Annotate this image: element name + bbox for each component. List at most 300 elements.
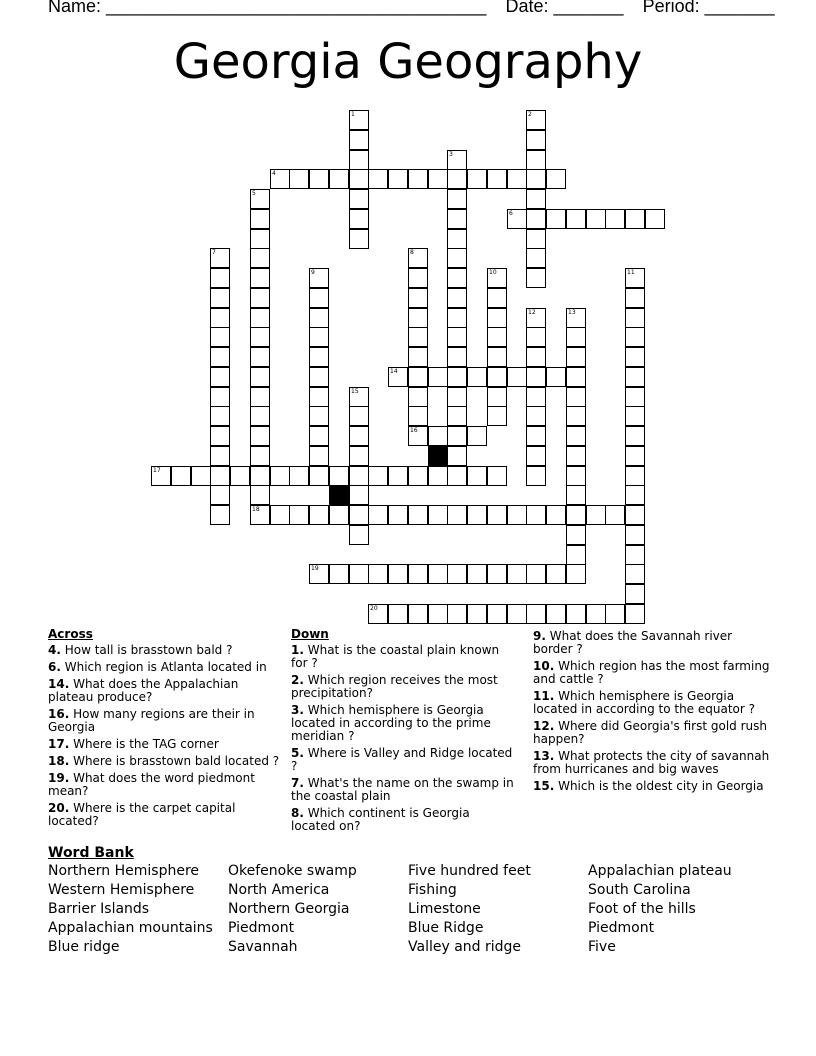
grid-cell[interactable] xyxy=(171,466,191,486)
grid-cell[interactable] xyxy=(349,525,369,545)
word-bank-item: Five hundred feet xyxy=(408,863,531,879)
grid-cell[interactable] xyxy=(210,406,230,426)
grid-cell[interactable] xyxy=(349,110,369,130)
grid-cell[interactable] xyxy=(349,426,369,446)
grid-cell[interactable] xyxy=(388,367,408,387)
grid-cell[interactable] xyxy=(625,209,645,229)
grid-cell[interactable] xyxy=(408,564,428,584)
clue-number-label: 1 xyxy=(351,111,355,118)
grid-cell[interactable] xyxy=(250,367,270,387)
grid-cell[interactable] xyxy=(566,347,586,367)
clue-number-label: 4 xyxy=(272,170,276,177)
grid-cell[interactable] xyxy=(250,209,270,229)
grid-cell[interactable] xyxy=(447,604,467,624)
grid-cell[interactable] xyxy=(408,169,428,189)
grid-cell[interactable] xyxy=(526,248,546,268)
grid-cell[interactable] xyxy=(586,209,606,229)
grid-cell[interactable] xyxy=(487,387,507,407)
grid-cell[interactable] xyxy=(368,169,388,189)
grid-cell[interactable] xyxy=(447,268,467,288)
clue-text: What's the name on the swamp in the coastal plain xyxy=(291,776,514,803)
grid-cell[interactable] xyxy=(250,446,270,466)
grid-cell[interactable] xyxy=(507,505,527,525)
grid-cell[interactable] xyxy=(210,308,230,328)
grid-cell[interactable] xyxy=(388,169,408,189)
clue-number: 4. xyxy=(48,643,61,657)
word-bank-item: Piedmont xyxy=(588,920,655,936)
clue-number: 19. xyxy=(48,771,70,785)
grid-cell[interactable] xyxy=(447,347,467,367)
grid-cell[interactable] xyxy=(487,466,507,486)
clue-1 xyxy=(291,644,516,670)
grid-cell[interactable] xyxy=(625,545,645,565)
grid-cell[interactable] xyxy=(250,268,270,288)
grid-cell[interactable] xyxy=(447,150,467,170)
grid-cell[interactable] xyxy=(289,169,309,189)
grid-cell[interactable] xyxy=(526,189,546,209)
clue-number: 3. xyxy=(291,703,304,717)
grid-cell[interactable] xyxy=(487,347,507,367)
clue-number-label: 14 xyxy=(390,368,398,375)
grid-cell[interactable] xyxy=(447,505,467,525)
grid-cell[interactable] xyxy=(349,387,369,407)
grid-cell[interactable] xyxy=(447,327,467,347)
word-bank-column xyxy=(408,863,588,958)
clue-15 xyxy=(533,780,773,793)
grid-cell[interactable] xyxy=(487,406,507,426)
grid-cell[interactable] xyxy=(566,604,586,624)
word-bank-item: Fishing xyxy=(408,882,457,898)
grid-cell[interactable] xyxy=(467,426,487,446)
grid-cell[interactable] xyxy=(210,466,230,486)
grid-cell[interactable] xyxy=(526,505,546,525)
word-bank-column xyxy=(228,863,408,958)
grid-cell[interactable] xyxy=(388,564,408,584)
grid-cell[interactable] xyxy=(526,466,546,486)
clue-6 xyxy=(48,661,280,674)
grid-cell[interactable] xyxy=(507,169,527,189)
grid-cell[interactable] xyxy=(270,466,290,486)
clue-number-label: 9 xyxy=(311,269,315,276)
clue-text: What is the coastal plain known for ? xyxy=(291,643,500,670)
grid-cell[interactable] xyxy=(625,525,645,545)
clue-text: Which hemisphere is Georgia located in according to the equator ? xyxy=(533,689,755,716)
grid-cell[interactable] xyxy=(487,308,507,328)
grid-cell[interactable] xyxy=(625,584,645,604)
grid-cell[interactable] xyxy=(447,367,467,387)
grid-cell[interactable] xyxy=(151,466,171,486)
grid-cell[interactable] xyxy=(447,229,467,249)
clue-number: 5. xyxy=(291,746,304,760)
grid-cell[interactable] xyxy=(309,387,329,407)
clue-number: 11. xyxy=(533,689,555,703)
grid-cell[interactable] xyxy=(625,308,645,328)
clue-number: 10. xyxy=(533,659,555,673)
grid-cell[interactable] xyxy=(487,604,507,624)
grid-cell[interactable] xyxy=(467,604,487,624)
word-bank-column xyxy=(588,863,768,958)
grid-cell[interactable] xyxy=(447,209,467,229)
grid-cell[interactable] xyxy=(625,387,645,407)
grid-cell[interactable] xyxy=(625,564,645,584)
grid-cell[interactable] xyxy=(309,327,329,347)
word-bank-item: North America xyxy=(228,882,330,898)
grid-cell[interactable] xyxy=(526,169,546,189)
grid-cell[interactable] xyxy=(467,466,487,486)
clue-number-label: 7 xyxy=(212,249,216,256)
grid-cell[interactable] xyxy=(526,446,546,466)
grid-cell[interactable] xyxy=(408,387,428,407)
clue-number: 2. xyxy=(291,673,304,687)
grid-cell[interactable] xyxy=(428,505,448,525)
word-bank-item: Western Hemisphere xyxy=(48,882,195,898)
grid-cell[interactable] xyxy=(210,426,230,446)
clue-4 xyxy=(48,644,280,657)
grid-cell[interactable] xyxy=(250,466,270,486)
grid-cell[interactable] xyxy=(329,169,349,189)
grid-cell[interactable] xyxy=(566,545,586,565)
clue-text: Where is brasstown bald located ? xyxy=(69,754,280,768)
grid-cell[interactable] xyxy=(447,308,467,328)
grid-cell[interactable] xyxy=(526,327,546,347)
grid-cell[interactable] xyxy=(566,505,586,525)
word-bank-item: Five xyxy=(588,939,616,955)
clue-text: How many regions are their in Georgia xyxy=(48,707,255,734)
grid-cell[interactable] xyxy=(408,426,428,446)
grid-cell[interactable] xyxy=(309,268,329,288)
grid-cell[interactable] xyxy=(487,169,507,189)
clue-3 xyxy=(291,704,516,743)
grid-cell[interactable] xyxy=(349,169,369,189)
grid-cell[interactable] xyxy=(408,248,428,268)
grid-cell[interactable] xyxy=(230,466,250,486)
grid-cell[interactable] xyxy=(309,466,329,486)
grid-cell[interactable] xyxy=(526,387,546,407)
across-heading: Across xyxy=(48,627,93,641)
grid-cell[interactable] xyxy=(487,327,507,347)
grid-cell[interactable] xyxy=(546,169,566,189)
clue-text: Which hemisphere is Georgia located in according to the prime meridian ? xyxy=(291,703,491,743)
grid-cell[interactable] xyxy=(349,485,369,505)
grid-cell[interactable] xyxy=(428,564,448,584)
grid-cell[interactable] xyxy=(309,169,329,189)
grid-cell[interactable] xyxy=(487,268,507,288)
grid-cell[interactable] xyxy=(566,387,586,407)
word-bank-item: Appalachian mountains xyxy=(48,920,213,936)
grid-cell[interactable] xyxy=(507,604,527,624)
grid-cell[interactable] xyxy=(467,367,487,387)
grid-cell[interactable] xyxy=(447,169,467,189)
grid-cell[interactable] xyxy=(210,288,230,308)
grid-cell[interactable] xyxy=(210,367,230,387)
grid-cell[interactable] xyxy=(309,426,329,446)
grid-cell[interactable] xyxy=(447,288,467,308)
grid-cell[interactable] xyxy=(191,466,211,486)
grid-cell[interactable] xyxy=(625,466,645,486)
word-bank-item: Appalachian plateau xyxy=(588,863,732,879)
clue-text: Where is the TAG corner xyxy=(69,737,219,751)
grid-cell[interactable] xyxy=(447,248,467,268)
grid-cell[interactable] xyxy=(349,229,369,249)
clue-8 xyxy=(291,807,516,833)
clue-number: 14. xyxy=(48,677,70,691)
clue-13 xyxy=(533,750,773,776)
grid-cell[interactable] xyxy=(250,426,270,446)
grid-cell[interactable] xyxy=(408,308,428,328)
grid-cell[interactable] xyxy=(625,288,645,308)
grid-cell[interactable] xyxy=(526,110,546,130)
clue-5 xyxy=(291,747,516,773)
grid-cell[interactable] xyxy=(309,308,329,328)
date-field[interactable]: Date: _______ xyxy=(505,0,624,16)
grid-cell[interactable] xyxy=(309,367,329,387)
grid-cell[interactable] xyxy=(428,466,448,486)
grid-cell[interactable] xyxy=(408,406,428,426)
grid-cell[interactable] xyxy=(368,604,388,624)
clue-2 xyxy=(291,674,516,700)
clue-number-label: 12 xyxy=(528,309,536,316)
grid-cell[interactable] xyxy=(625,446,645,466)
grid-cell[interactable] xyxy=(250,406,270,426)
grid-cell[interactable] xyxy=(388,505,408,525)
grid-cell[interactable] xyxy=(467,505,487,525)
grid-cell[interactable] xyxy=(566,367,586,387)
grid-cell[interactable] xyxy=(467,564,487,584)
grid-cell[interactable] xyxy=(526,308,546,328)
grid-cell[interactable] xyxy=(309,406,329,426)
grid-cell[interactable] xyxy=(408,505,428,525)
clue-text: Where is Valley and Ridge located ? xyxy=(291,746,513,773)
clue-16 xyxy=(48,708,280,734)
grid-cell[interactable] xyxy=(526,367,546,387)
grid-cell[interactable] xyxy=(388,604,408,624)
grid-cell[interactable] xyxy=(447,406,467,426)
grid-cell[interactable] xyxy=(586,505,606,525)
grid-cell[interactable] xyxy=(210,485,230,505)
grid-cell[interactable] xyxy=(210,387,230,407)
grid-cell[interactable] xyxy=(526,406,546,426)
grid-cell[interactable] xyxy=(349,406,369,426)
grid-cell[interactable] xyxy=(309,564,329,584)
grid-cell[interactable] xyxy=(270,505,290,525)
grid-cell[interactable] xyxy=(250,505,270,525)
grid-cell[interactable] xyxy=(210,446,230,466)
grid-cell[interactable] xyxy=(526,229,546,249)
grid-cell[interactable] xyxy=(210,248,230,268)
grid-cell[interactable] xyxy=(408,367,428,387)
clue-number: 7. xyxy=(291,776,304,790)
grid-cell[interactable] xyxy=(526,268,546,288)
grid-cell[interactable] xyxy=(368,564,388,584)
grid-cell[interactable] xyxy=(625,327,645,347)
grid-cell[interactable] xyxy=(605,505,625,525)
grid-cell[interactable] xyxy=(309,288,329,308)
grid-cell[interactable] xyxy=(447,466,467,486)
grid-cell[interactable] xyxy=(408,466,428,486)
grid-cell[interactable] xyxy=(526,604,546,624)
grid-cell[interactable] xyxy=(349,209,369,229)
clue-12 xyxy=(533,720,773,746)
grid-cell[interactable] xyxy=(645,209,665,229)
grid-cell[interactable] xyxy=(349,189,369,209)
clue-text: What does the word piedmont mean? xyxy=(48,771,255,798)
grid-cell[interactable] xyxy=(428,367,448,387)
grid-cell[interactable] xyxy=(625,426,645,446)
grid-cell[interactable] xyxy=(526,150,546,170)
name-field[interactable]: Name: ______________________________________ xyxy=(48,0,487,16)
word-bank-item: Blue ridge xyxy=(48,939,120,955)
clue-10 xyxy=(533,660,773,686)
grid-cell[interactable] xyxy=(546,564,566,584)
grid-cell[interactable] xyxy=(526,209,546,229)
grid-cell[interactable] xyxy=(566,426,586,446)
grid-cell[interactable] xyxy=(625,347,645,367)
grid-cell[interactable] xyxy=(349,564,369,584)
clue-text: Which continent is Georgia located on? xyxy=(291,806,470,833)
grid-cell[interactable] xyxy=(250,288,270,308)
grid-cell[interactable] xyxy=(210,347,230,367)
grid-cell[interactable] xyxy=(270,169,290,189)
grid-cell[interactable] xyxy=(408,268,428,288)
grid-cell[interactable] xyxy=(388,466,408,486)
grid-cell[interactable] xyxy=(566,308,586,328)
grid-cell[interactable] xyxy=(250,189,270,209)
period-field[interactable]: Period: _______ xyxy=(642,0,775,16)
grid-cell[interactable] xyxy=(329,466,349,486)
clue-number: 8. xyxy=(291,806,304,820)
grid-cell[interactable] xyxy=(586,604,606,624)
grid-cell[interactable] xyxy=(329,564,349,584)
grid-cell[interactable] xyxy=(507,367,527,387)
grid-cell[interactable] xyxy=(546,367,566,387)
grid-cell[interactable] xyxy=(447,426,467,446)
grid-cell[interactable] xyxy=(566,446,586,466)
grid-cell[interactable] xyxy=(526,426,546,446)
clue-number-label: 13 xyxy=(568,309,576,316)
clue-14 xyxy=(48,678,280,704)
grid-cell[interactable] xyxy=(566,327,586,347)
grid-cell[interactable] xyxy=(210,268,230,288)
clue-text: Which region is Atlanta located in xyxy=(60,660,267,674)
grid-cell[interactable] xyxy=(467,169,487,189)
clue-number-label: 17 xyxy=(153,467,161,474)
clue-text: Where did Georgia's first gold rush happen? xyxy=(533,719,767,746)
grid-cell[interactable] xyxy=(210,327,230,347)
grid-cell[interactable] xyxy=(566,525,586,545)
grid-cell[interactable] xyxy=(210,505,230,525)
clue-number: 9. xyxy=(533,629,546,643)
clue-number: 12. xyxy=(533,719,555,733)
grid-cell[interactable] xyxy=(526,564,546,584)
grid-cell[interactable] xyxy=(250,485,270,505)
grid-cell[interactable] xyxy=(349,505,369,525)
grid-cell[interactable] xyxy=(507,564,527,584)
clue-number-label: 11 xyxy=(627,269,635,276)
grid-cell[interactable] xyxy=(566,209,586,229)
grid-cell[interactable] xyxy=(309,347,329,367)
grid-cell[interactable] xyxy=(349,150,369,170)
word-bank-item: Blue Ridge xyxy=(408,920,484,936)
grid-cell[interactable] xyxy=(250,248,270,268)
grid-cell[interactable] xyxy=(368,466,388,486)
grid-cell[interactable] xyxy=(289,505,309,525)
grid-cell[interactable] xyxy=(329,505,349,525)
grid-cell[interactable] xyxy=(566,485,586,505)
grid-cell[interactable] xyxy=(250,347,270,367)
grid-cell[interactable] xyxy=(408,288,428,308)
grid-cell[interactable] xyxy=(309,505,329,525)
word-bank-item: Okefenoke swamp xyxy=(228,863,357,879)
grid-cell[interactable] xyxy=(250,308,270,328)
word-bank-column xyxy=(48,863,228,958)
grid-cell[interactable] xyxy=(309,446,329,466)
grid-cell[interactable] xyxy=(447,446,467,466)
grid-cell[interactable] xyxy=(526,347,546,367)
grid-cell[interactable] xyxy=(625,406,645,426)
clue-number: 16. xyxy=(48,707,70,721)
grid-cell[interactable] xyxy=(408,604,428,624)
grid-cell[interactable] xyxy=(408,347,428,367)
grid-cell[interactable] xyxy=(507,209,527,229)
grid-cell[interactable] xyxy=(408,327,428,347)
grid-cell[interactable] xyxy=(368,505,388,525)
grid-cell[interactable] xyxy=(349,466,369,486)
grid-cell[interactable] xyxy=(250,327,270,347)
clue-number-label: 15 xyxy=(351,388,359,395)
clue-text: Where is the carpet capital located? xyxy=(48,801,236,828)
grid-cell[interactable] xyxy=(526,130,546,150)
grid-cell[interactable] xyxy=(447,189,467,209)
down-clues-continued xyxy=(533,630,773,797)
clue-19 xyxy=(48,772,280,798)
grid-cell[interactable] xyxy=(546,505,566,525)
grid-cell[interactable] xyxy=(625,485,645,505)
grid-cell[interactable] xyxy=(625,505,645,525)
grid-cell[interactable] xyxy=(428,604,448,624)
grid-cell[interactable] xyxy=(546,604,566,624)
clue-number-label: 3 xyxy=(449,151,453,158)
grid-cell[interactable] xyxy=(566,466,586,486)
grid-cell[interactable] xyxy=(487,505,507,525)
grid-cell[interactable] xyxy=(250,387,270,407)
grid-cell[interactable] xyxy=(625,367,645,387)
grid-cell[interactable] xyxy=(566,406,586,426)
grid-cell[interactable] xyxy=(428,426,448,446)
grid-cell[interactable] xyxy=(487,564,507,584)
grid-cell[interactable] xyxy=(349,130,369,150)
word-bank-item: Piedmont xyxy=(228,920,295,936)
grid-cell[interactable] xyxy=(447,387,467,407)
grid-cell[interactable] xyxy=(605,209,625,229)
grid-cell[interactable] xyxy=(546,209,566,229)
grid-cell[interactable] xyxy=(349,446,369,466)
grid-cell[interactable] xyxy=(625,604,645,624)
grid-cell[interactable] xyxy=(487,367,507,387)
down-heading: Down xyxy=(291,627,329,641)
grid-cell[interactable] xyxy=(289,466,309,486)
clue-number-label: 19 xyxy=(311,565,319,572)
grid-cell[interactable] xyxy=(566,564,586,584)
grid-cell[interactable] xyxy=(605,604,625,624)
grid-cell[interactable] xyxy=(250,229,270,249)
word-bank-item: Valley and ridge xyxy=(408,939,522,955)
grid-cell[interactable] xyxy=(487,288,507,308)
grid-cell[interactable] xyxy=(428,169,448,189)
grid-cell[interactable] xyxy=(447,564,467,584)
grid-cell[interactable] xyxy=(625,268,645,288)
clue-number-label: 10 xyxy=(489,269,497,276)
black-cell xyxy=(329,485,349,505)
